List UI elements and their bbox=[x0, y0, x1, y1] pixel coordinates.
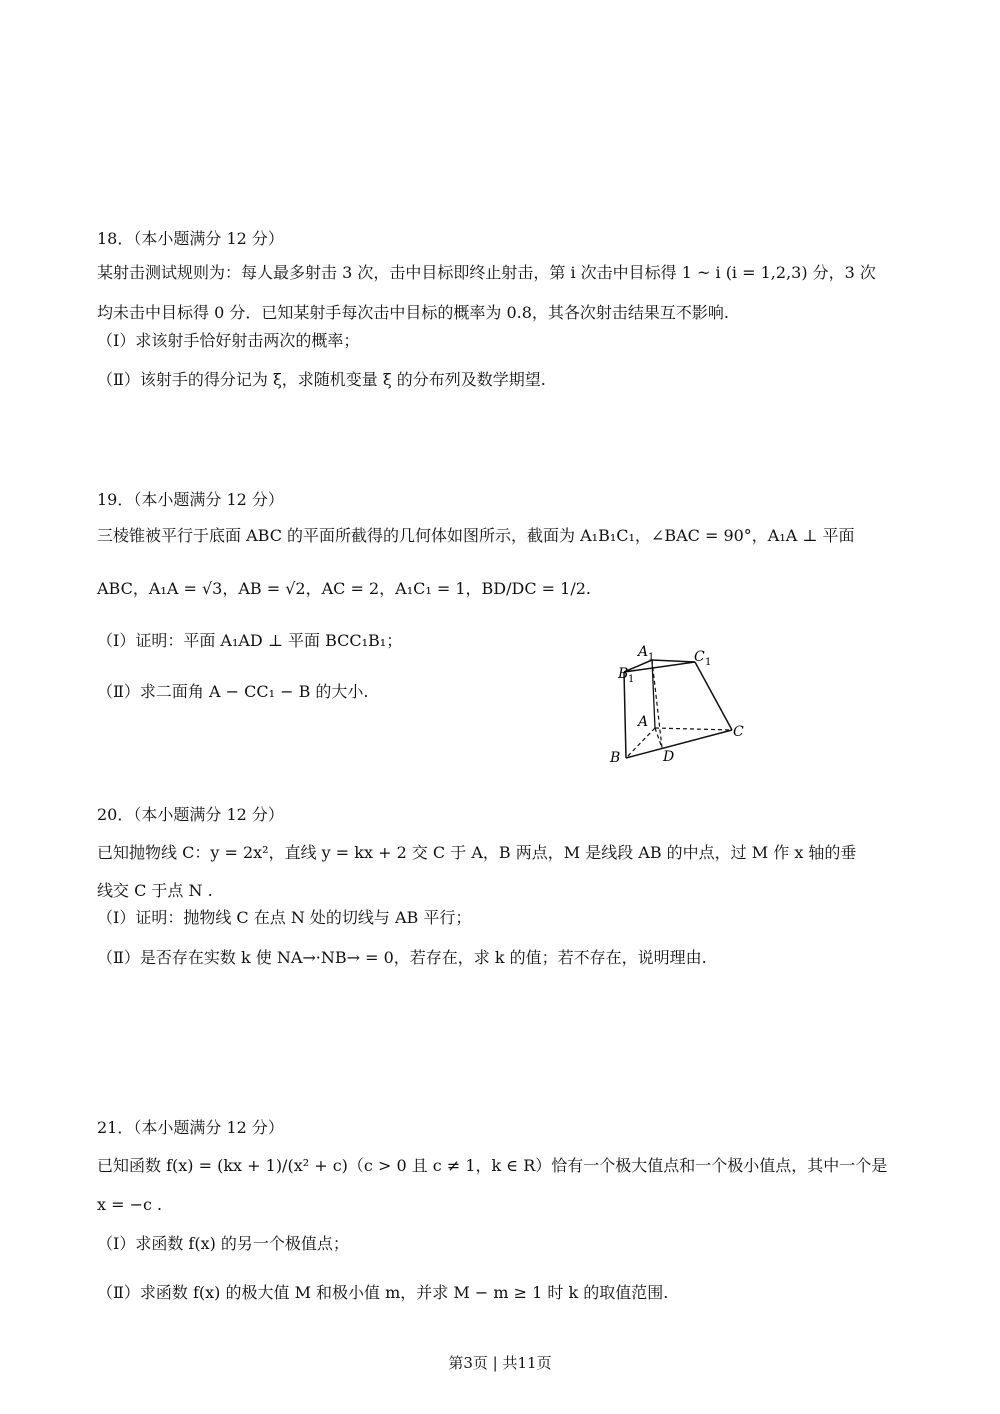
question-19-stem-line-1: 三棱锥被平行于底面 ABC 的平面所截得的几何体如图所示，截面为 A₁B₁C₁，∠BAC = 90°，A₁A ⊥ 平面 bbox=[97, 526, 855, 545]
question-20-title: 20．（本小题满分 12 分） bbox=[97, 805, 284, 824]
question-18-title: 18．（本小题满分 12 分） bbox=[97, 229, 284, 248]
label-a: A bbox=[638, 714, 649, 730]
edge-c1-c bbox=[695, 662, 732, 730]
question-18-stem-line-2: 均未击中目标得 0 分．已知某射手每次击中目标的概率为 0.8，其各次射击结果互不影响. bbox=[97, 303, 729, 322]
question-20-stem-line-2: 线交 C 于点 N . bbox=[97, 881, 213, 900]
edge-b-c bbox=[626, 730, 732, 758]
question-18-part-2: （Ⅱ）该射手的得分记为 ξ，求随机变量 ξ 的分布列及数学期望. bbox=[97, 370, 546, 389]
edge-a-c bbox=[655, 728, 732, 730]
label-c1-sub: 1 bbox=[705, 657, 712, 668]
question-18-stem-line-1: 某射击测试规则为：每人最多射击 3 次，击中目标即终止射击，第 i 次击中目标得 1 ~ i (i = 1,2,3) 分，3 次 bbox=[97, 263, 876, 282]
label-c: C bbox=[733, 724, 744, 740]
question-20-stem-line-1: 已知抛物线 C：y = 2x²，直线 y = kx + 2 交 C 于 A，B 两点，M 是线段 AB 的中点，过 M 作 x 轴的垂 bbox=[97, 843, 857, 862]
question-21-part-2: （Ⅱ）求函数 f(x) 的极大值 M 和极小值 m，并求 M − m ≥ 1 时 k 的取值范围. bbox=[97, 1283, 669, 1302]
edge-b1-b bbox=[624, 672, 626, 758]
label-d: D bbox=[663, 749, 675, 765]
question-19-part-2: （Ⅱ）求二面角 A − CC₁ − B 的大小. bbox=[97, 682, 369, 701]
question-19-part-1: （Ⅰ）证明：平面 A₁AD ⊥ 平面 BCC₁B₁； bbox=[97, 631, 403, 650]
question-20-part-2: （Ⅱ）是否存在实数 k 使 NA→·NB→ = 0，若存在，求 k 的值；若不存在，说明理由. bbox=[97, 948, 707, 967]
frustum-figure bbox=[600, 640, 760, 770]
question-21-stem-line-1: 已知函数 f(x) = (kx + 1)/(x² + c)（c > 0 且 c ≠ 1，k ∈ R）恰有一个极大值点和一个极小值点，其中一个是 bbox=[97, 1156, 888, 1175]
question-21-stem-line-2: x = −c . bbox=[97, 1195, 163, 1214]
label-b1-sub: 1 bbox=[628, 674, 635, 685]
question-19-title: 19．（本小题满分 12 分） bbox=[97, 490, 284, 509]
question-21-part-1: （Ⅰ）求函数 f(x) 的另一个极值点； bbox=[97, 1234, 349, 1253]
question-19-stem-line-2: ABC，A₁A = √3，AB = √2，AC = 2，A₁C₁ = 1，BD/DC = 1/2. bbox=[97, 579, 591, 598]
label-a1: A bbox=[638, 644, 649, 660]
page-footer: 第3页 | 共11页 bbox=[448, 1354, 552, 1372]
question-21-title: 21．（本小题满分 12 分） bbox=[97, 1118, 284, 1137]
edge-a1-c1 bbox=[652, 660, 695, 662]
label-c1: C bbox=[694, 649, 705, 665]
label-b: B bbox=[610, 750, 621, 766]
question-20-part-1: （Ⅰ）证明：抛物线 C 在点 N 处的切线与 AB 平行； bbox=[97, 908, 472, 927]
label-a1-sub: 1 bbox=[648, 652, 655, 663]
question-18-part-1: （Ⅰ）求该射手恰好射击两次的概率； bbox=[97, 331, 360, 350]
label-b1: B bbox=[618, 666, 629, 682]
